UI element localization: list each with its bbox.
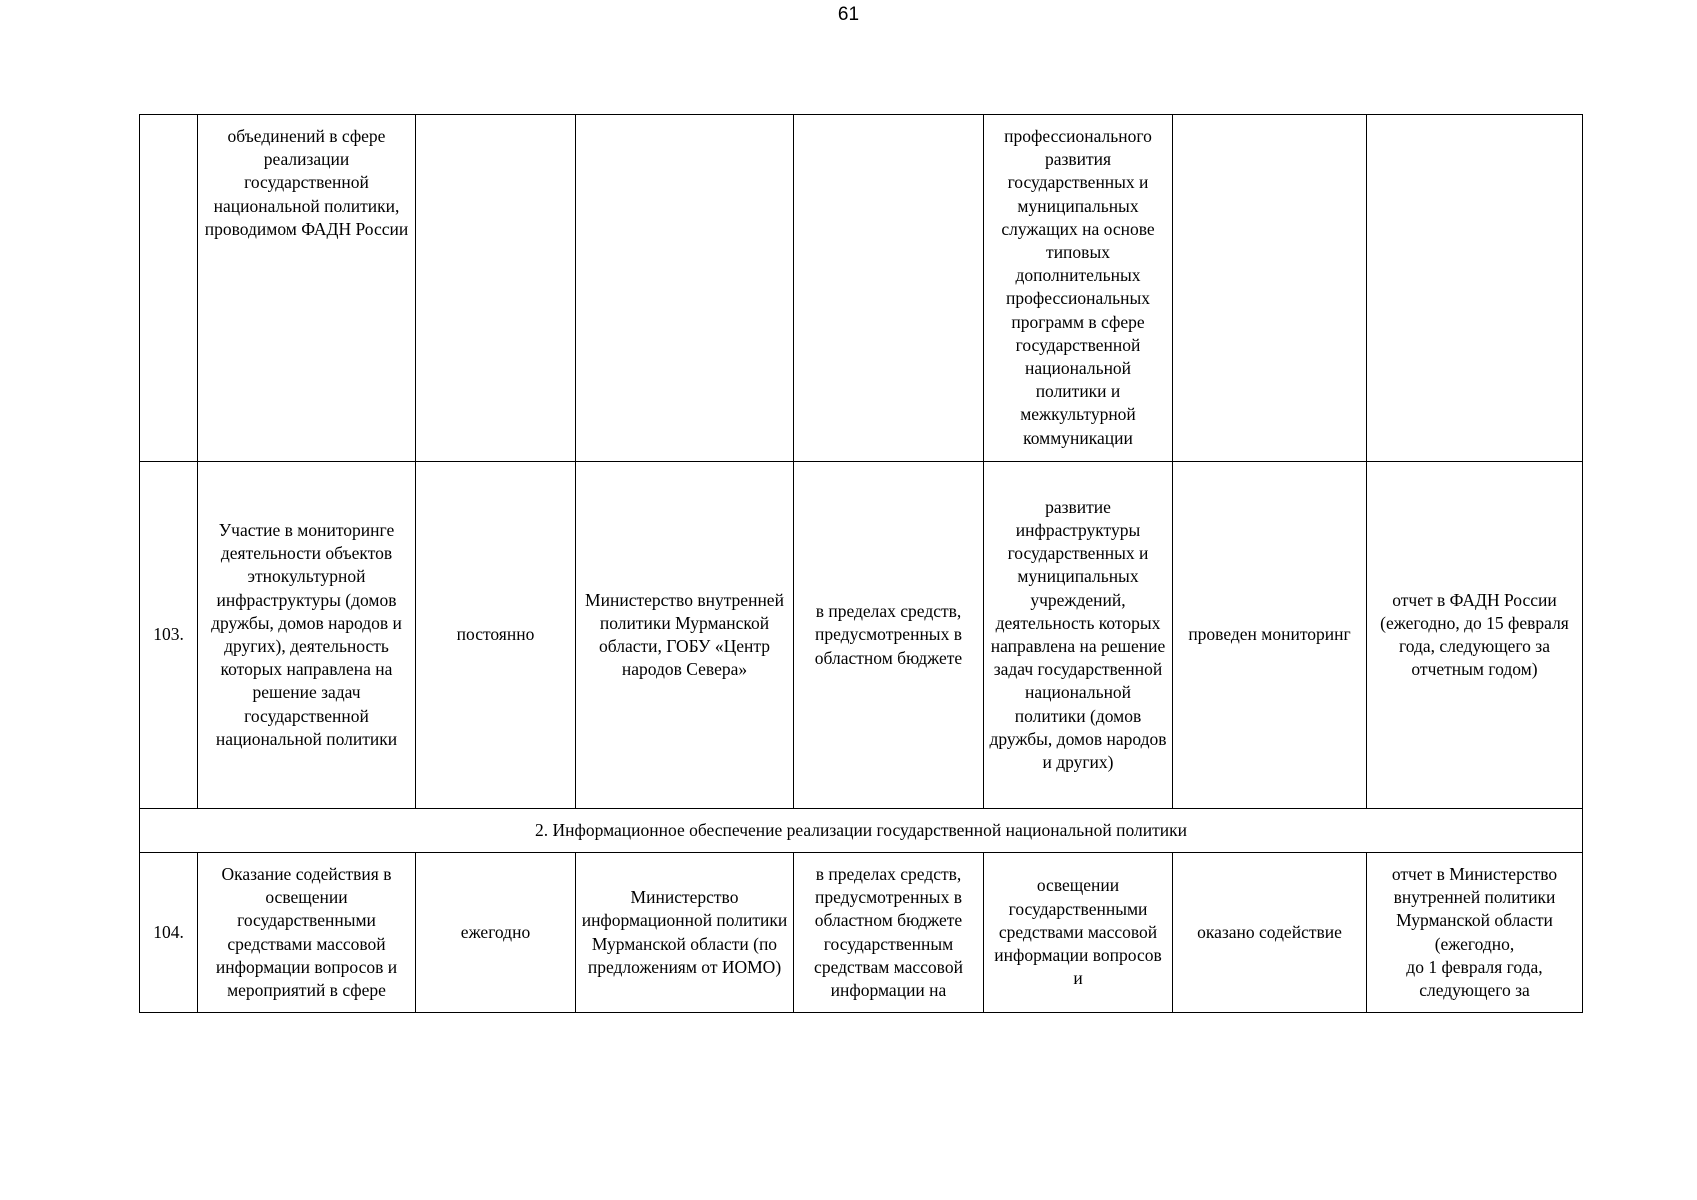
report-line: до 1 февраля года, следующего за xyxy=(1406,956,1543,1000)
cell-executor: Министерство информационной политики Мурманской области (по предложениям от ИОМО) xyxy=(576,853,794,1013)
plan-table xyxy=(139,114,1583,1013)
cell-num: 104. xyxy=(140,853,198,1013)
cell-report: отчет в ФАДН России (ежегодно, до 15 февраля года, следующего за отчетным годом) xyxy=(1367,462,1583,809)
cell-result: освещении государственными средствами массовой информации вопросов и xyxy=(984,853,1173,1013)
cell-financing: в пределах средств, предусмотренных в областном бюджете государственным средствам массовой информации на xyxy=(794,853,984,1013)
cell-term: постоянно xyxy=(416,462,576,809)
cell-report xyxy=(1367,853,1583,1013)
page-number: 61 xyxy=(837,4,860,25)
cell-event: Участие в мониторинге деятельности объектов этнокультурной инфраструктуры (домов дружбы, домов народов и других), деятельность которых направлена на решение задач государственной национальной политики xyxy=(198,462,416,809)
table-row-continued xyxy=(140,115,1583,462)
section-title: 2. Информационное обеспечение реализации государственной национальной политики xyxy=(140,809,1583,853)
cell-indicator: проведен мониторинг xyxy=(1173,462,1367,809)
cell-financing: в пределах средств, предусмотренных в областном бюджете xyxy=(794,462,984,809)
cell-report xyxy=(1367,115,1583,462)
cell-result: развитие инфраструктуры государственных и муниципальных учреждений, деятельность которых направлена на решение задач государственной национальной политики (домов дружбы, домов народов и других) xyxy=(984,462,1173,809)
cell-num: 103. xyxy=(140,462,198,809)
cell-term xyxy=(416,115,576,462)
report-line: отчет в Министерство внутренней политики Мурманской области (ежегодно, xyxy=(1391,863,1558,954)
cell-event: объединений в сфере реализации государственной национальной политики, проводимом ФАДН России xyxy=(198,115,416,462)
cell-indicator: оказано содействие xyxy=(1173,853,1367,1013)
table-row-103 xyxy=(140,462,1583,809)
table-row-104 xyxy=(140,853,1583,1013)
cell-financing xyxy=(794,115,984,462)
cell-indicator xyxy=(1173,115,1367,462)
cell-event: Оказание содействия в освещении государственными средствами массовой информации вопросов и мероприятий в сфере xyxy=(198,853,416,1013)
cell-executor: Министерство внутренней политики Мурманской области, ГОБУ «Центр народов Севера» xyxy=(576,462,794,809)
cell-result: профессионального развития государственных и муниципальных служащих на основе типовых дополнительных профессиональных программ в сфере государственной национальной политики и межкультурной коммуникации xyxy=(984,115,1173,462)
cell-term: ежегодно xyxy=(416,853,576,1013)
cell-num xyxy=(140,115,198,462)
cell-executor xyxy=(576,115,794,462)
section-header-row xyxy=(140,809,1583,853)
